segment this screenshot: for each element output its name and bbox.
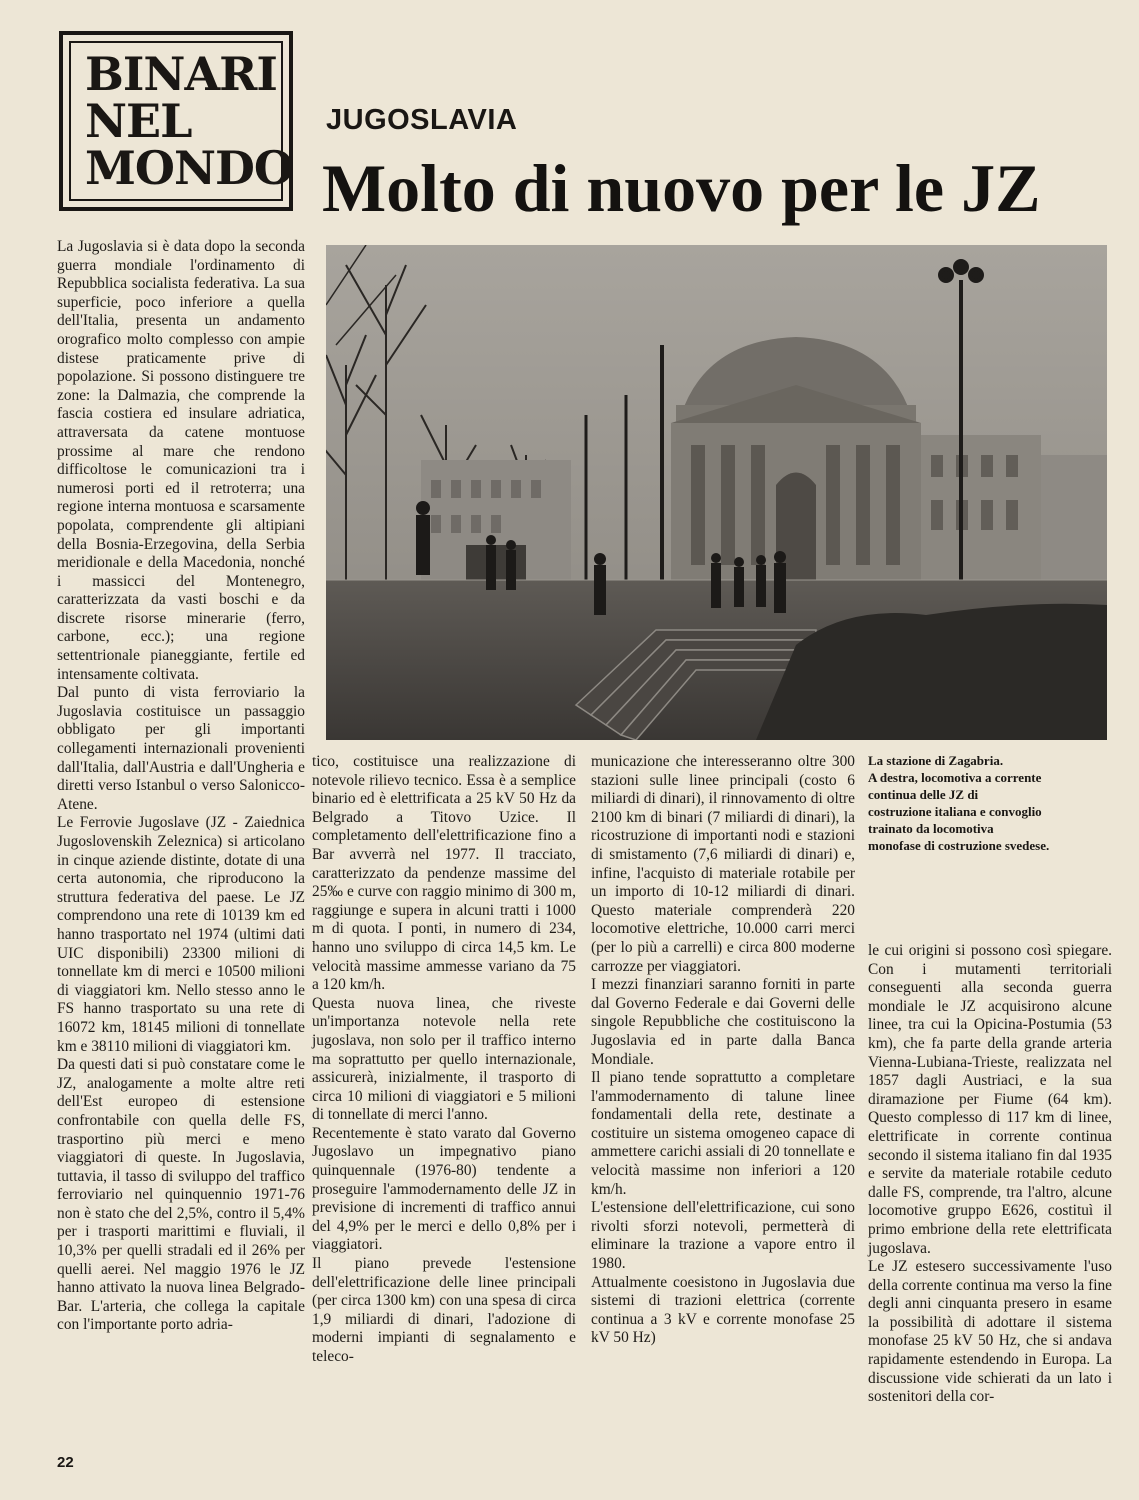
page-number: 22 — [57, 1454, 74, 1471]
paragraph: Attualmente coesistono in Jugoslavia due sistemi di trazioni elettrica (corrente continua a 3 kV e corrente monofase 25 kV 50 Hz) — [591, 1273, 855, 1347]
paragraph: le cui origini si possono così spiegare. Con i mutamenti territoriali conseguenti alla seconda guerra mondiale le JZ acquisirono alcune linee, tra cui la Opicina-Postumia (53 km), che fa parte della grande arteria Vienna-Lubiana-Trieste, realizzata nel 1857 dagli Austriaci, e la sua diramazione per Fiume (64 km). Questo complesso di 117 km di linee, elettrificate in corrente continua secondo il sistema italiano fin dal 1935 e servite da materiale rotabile ceduto dalle FS, comprende, tra l'altro, alcune locomotive gruppo E626, costituì il primo embrione della rete elettrificata jugoslava. — [868, 942, 1112, 1257]
paragraph: Le JZ estesero successivamente l'uso della corrente continua ma verso la fine degli anni cinquanta presero in esame la possibilità di adottare il sistema monofase 25 kV 50 Hz, che si andava rapidamente estendendo in Europa. La discussione vide schierati da un lato i sostenitori della cor- — [868, 1258, 1112, 1406]
paragraph: Recentemente è stato varato dal Governo Jugoslavo un impegnativo piano quinquennale (1976-80) tendente a proseguire l'ammodernamento delle JZ in previsione di incrementi di traffico annui del 4,9% per le merci e dello 0,8% per i viaggiatori. — [312, 1124, 576, 1254]
section-masthead — [59, 31, 293, 211]
paragraph: I mezzi finanziari saranno forniti in parte dal Governo Federale e dai Governi delle singole Repubbliche che costituiscono la Jugoslavia ed in parte dalla Banca Mondiale. — [591, 976, 855, 1068]
photo-caption — [868, 752, 1108, 854]
masthead-line-1: BINARI — [85, 46, 277, 101]
text-column-2 — [312, 753, 576, 1367]
paragraph: Dal punto di vista ferroviario la Jugoslavia costituisce un passaggio obbligato per gli importanti collegamenti internazionali provenienti dall'Italia, dall'Austria e dall'Ungheria e diretti verso Istanbul o verso Salonicco-Atene. — [57, 684, 305, 813]
caption-line: La stazione di Zagabria. — [868, 753, 1004, 768]
text-column-3 — [591, 753, 855, 1348]
text-column-4 — [868, 942, 1112, 1407]
paragraph: Questa nuova linea, che riveste un'importanza notevole nella rete jugoslava, non solo per il traffico interno ma soprattutto per quello internazionale, assicurerà, inizialmente, il trasporto di circa 10 milioni di viaggiatori e 5 milioni di tonnellate di merci l'anno. — [312, 994, 576, 1124]
station-photo-illustration — [326, 245, 1107, 740]
caption-line: continua delle JZ di — [868, 787, 979, 802]
masthead-inner-frame — [69, 41, 293, 201]
paragraph: tico, costituisce una realizzazione di notevole rilievo tecnico. Essa è a semplice binario ed è elettrificata a 25 kV 50 Hz da Belgrado a Titovo Uzice. Il completamento dell'elettrificazione fino a Bar avverrà nel 1977. Il tracciato, caratterizzato da pendenze massime del 25‰ e curve con raggio minimo di 300 m, raggiunge e supera in alcuni tratti i 1000 m di quota. I ponti, in numero di 234, hanno uno sviluppo di circa 14,5 km. Le velocità massime ammesse variano da 75 a 120 km/h. — [312, 753, 576, 994]
paragraph: La Jugoslavia si è data dopo la seconda guerra mondiale l'ordinamento di Repubblica socialista federativa. La sua superficie, poco inferiore a quella dell'Italia, presenta un andamento orografico molto complesso con ampie distese praticamente prive di popolazione. Si possono distinguere tre zone: la Dalmazia, che comprende la fascia costiera ed insulare adriatica, attraversata da catene montuose prossime al mare che rendono difficoltose le comunicazioni tra i numerosi porti ed il retroterra; una regione interna montuosa e scarsamente popolata, comprendente gli altipiani della Bosnia-Erzegovina, della Serbia meridionale e della Macedonia, nonché i massicci del Montenegro, caratterizzata da vasti boschi e da discrete risorse minerarie (ferro, carbone, ecc.); una regione settentrionale pianeggiante, fertile ed intensamente coltivata. — [57, 238, 305, 683]
caption-line: trainato da locomotiva — [868, 821, 994, 836]
caption-line: costruzione italiana e convoglio — [868, 804, 1042, 819]
paragraph: municazione che interesseranno oltre 300 stazioni sulle linee principali (costo 6 miliardi di dinari), il rinnovamento di oltre 2100 km di binari (7 miliardi di dinari), la ricostruzione di importanti nodi e stazioni di smistamento (7,6 miliardi di dinari) e, infine, l'acquisto di materiale rotabile per un importo di 10-12 miliardi di dinari. Questo materiale comprenderà 220 locomotive elettriche, 10.000 carri merci (per lo più a carrelli) e circa 800 moderne carrozze per viaggiatori. — [591, 753, 855, 975]
masthead-line-3: MONDO — [85, 140, 293, 195]
caption-line: monofase di costruzione svedese. — [868, 838, 1050, 853]
masthead-line-2: NEL — [85, 93, 192, 148]
paragraph: Le Ferrovie Jugoslave (JZ - Zaiednica Jugoslovenskih Zeleznica) si articolano in cinque aziende distinte, dotate di una certa autonomia, che riproducono la struttura federativa del paese. Le JZ comprendono una rete di 10139 km ed hanno trasportato nel 1974 (ultimi dati UIC disponibili) 23300 milioni di tonnellate km di merci e 10500 milioni di viaggiatori km. Nello stesso anno le FS hanno trasportato su una rete di 16072 km, 18145 milioni di tonnellate km e 38110 milioni di viaggiatori km. — [57, 814, 305, 1055]
caption-line: A destra, locomotiva a corrente — [868, 770, 1042, 785]
paragraph: Il piano tende soprattutto a completare l'ammodernamento di talune linee fondamentali della rete, destinate a costituire un sistema omogeneo capace di ammettere carichi assiali di 20 tonnellate e velocità massime non inferiori a 120 km/h. — [591, 1069, 855, 1198]
article-kicker: JUGOSLAVIA — [326, 104, 518, 136]
paragraph: L'estensione dell'elettrificazione, cui sono rivolti sforzi notevoli, permetterà di eliminare la trazione a vapore entro il 1980. — [591, 1199, 855, 1273]
text-column-1 — [57, 238, 305, 1335]
article-headline: Molto di nuovo per le JZ — [322, 150, 1041, 226]
paragraph: Il piano prevede l'estensione dell'elettrificazione delle linee principali (per circa 1300 km) con una spesa di circa 1,9 miliardi di dinari, l'adozione di moderni impianti di segnalamento e teleco- — [312, 1255, 576, 1365]
station-photo — [326, 245, 1107, 740]
paragraph: Da questi dati si può constatare come le JZ, analogamente a molte altre reti dell'Est europeo di estensione confrontabile con quella delle FS, trasportino più merci e meno viaggiatori di queste. In Jugoslavia, tuttavia, il tasso di sviluppo del traffico ferroviario nel quinquennio 1971-76 non è stato che del 2,5%, contro il 5,4% per i trasporti marittimi e fluviali, il 10,3% per quelli stradali ed il 26% per quelli aerei. Nel maggio 1976 le JZ hanno attivato la nuova linea Belgrado-Bar. L'arteria, che collega la capitale con l'importante porto adria- — [57, 1056, 305, 1334]
